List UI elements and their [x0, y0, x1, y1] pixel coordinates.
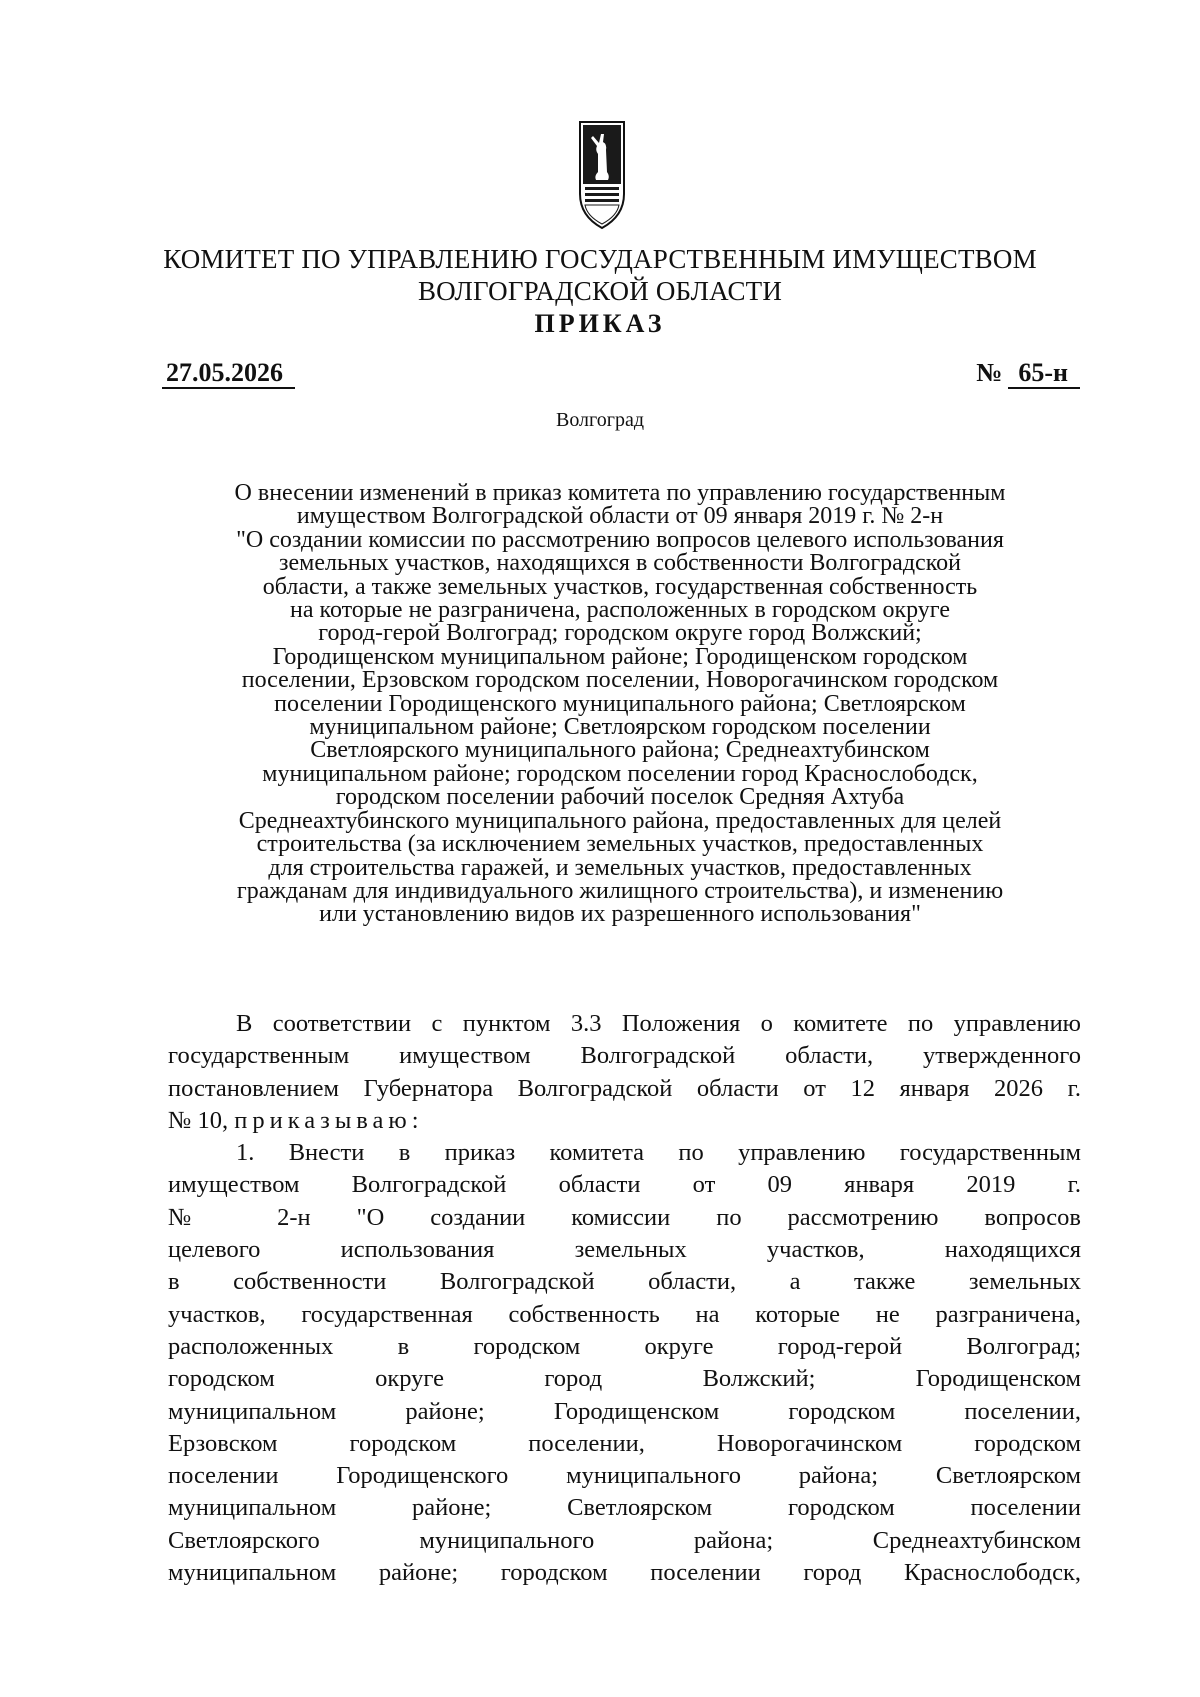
- preamble-line: [168, 1105, 1081, 1137]
- title-line: или установлению видов их разрешенного использования": [319, 901, 921, 928]
- title-line: Светлоярского муниципального района; Среднеахтубинском: [310, 737, 930, 764]
- preamble-line: В соответствии с пунктом 3.3 Положения о комитете по управлению: [236, 1010, 1081, 1037]
- order-date: 27.05.2026: [162, 359, 295, 389]
- title-line: на которые не разграничена, расположенных в городском округе: [290, 597, 950, 624]
- order-number-value: 65-н: [1008, 358, 1080, 389]
- title-line: имуществом Волгоградской области от 09 января 2019 г. № 2-н: [296, 503, 944, 530]
- title-line: Среднеахтубинского муниципального района, предоставленных для целей: [238, 807, 1002, 834]
- item-1-line: муниципальном районе; городском поселении город Краснослободск,: [168, 1559, 1081, 1587]
- order-body: [168, 1008, 1081, 1589]
- document-type: ПРИКАЗ: [534, 309, 666, 338]
- order-title: [150, 482, 1090, 927]
- title-line: поселении Городищенского муниципального района; Светлоярском: [274, 690, 966, 717]
- agency-name-line-1: КОМИТЕТ ПО УПРАВЛЕНИЮ ГОСУДАРСТВЕННЫМ ИМУЩЕСТВОМ: [163, 244, 1037, 274]
- title-line: Городищенском муниципальном районе; Городищенском городском: [272, 643, 968, 670]
- item-1-line: муниципальном районе; Светлоярском городском поселении: [168, 1494, 1081, 1522]
- number-sign: №: [976, 358, 1003, 387]
- title-line: строительства (за исключением земельных участков, предоставленных: [256, 831, 984, 858]
- item-1-line: целевого использования земельных участков, находящихся: [168, 1236, 1081, 1264]
- item-1-line: муниципальном районе; Городищенском городском поселении,: [168, 1397, 1081, 1425]
- item-1-line: имуществом Волгоградской области от 09 января 2019 г.: [168, 1171, 1081, 1199]
- agency-name-line-2: ВОЛГОГРАДСКОЙ ОБЛАСТИ: [417, 276, 783, 306]
- item-1-line: Светлоярского муниципального района; Среднеахтубинском: [168, 1526, 1081, 1554]
- title-line: город-герой Волгоград; городском округе город Волжский;: [318, 620, 922, 647]
- item-1-line: расположенных в городском округе город-герой Волгоград;: [168, 1332, 1081, 1360]
- item-1-line: участков, государственная собственность на которые не разграничена,: [168, 1300, 1081, 1328]
- title-line: для строительства гаражей, и земельных участков, предоставленных: [268, 854, 972, 881]
- item-1-line: Ерзовском городском поселении, Новорогачинском городском: [168, 1429, 1081, 1457]
- title-line: области, а также земельных участков, государственная собственность: [262, 573, 978, 600]
- title-line: земельных участков, находящихся в собственности Волгоградской: [279, 550, 961, 577]
- title-line: поселении, Ерзовском городском поселении, Новорогачинском городском: [241, 667, 999, 694]
- item-1-line: в собственности Волгоградской области, а также земельных: [168, 1268, 1081, 1296]
- title-line: городском поселении рабочий поселок Средняя Ахтуба: [335, 784, 905, 811]
- place-of-issue: Волгоград: [555, 409, 645, 431]
- item-1-line: поселении Городищенского муниципального района; Светлоярском: [168, 1462, 1081, 1490]
- item-1-line: 1. Внести в приказ комитета по управлению государственным: [236, 1139, 1081, 1167]
- coat-of-arms-icon: [577, 120, 627, 232]
- title-line: "О создании комиссии по рассмотрению вопросов целевого использования: [236, 526, 1004, 553]
- title-line: муниципальном районе; городском поселении город Краснослободск,: [262, 760, 978, 787]
- order-number: [976, 359, 1080, 387]
- preamble-line: государственным имуществом Волгоградской области, утвержденного: [168, 1042, 1081, 1070]
- preamble-line-prefix: № 10,: [168, 1106, 235, 1134]
- title-line: О внесении изменений в приказ комитета по управлению государственным: [234, 480, 1006, 506]
- order-directive-word: приказываю:: [234, 1106, 424, 1134]
- item-1-line: № 2-н "О создании комиссии по рассмотрению вопросов: [168, 1203, 1081, 1231]
- title-line: гражданам для индивидуального жилищного строительства), и изменению: [236, 877, 1004, 904]
- preamble-line: постановлением Губернатора Волгоградской области от 12 января 2026 г.: [168, 1074, 1081, 1102]
- title-line: муниципальном районе; Светлоярском городском поселении: [309, 714, 931, 741]
- item-1-line: городском округе город Волжский; Городищенском: [168, 1365, 1081, 1393]
